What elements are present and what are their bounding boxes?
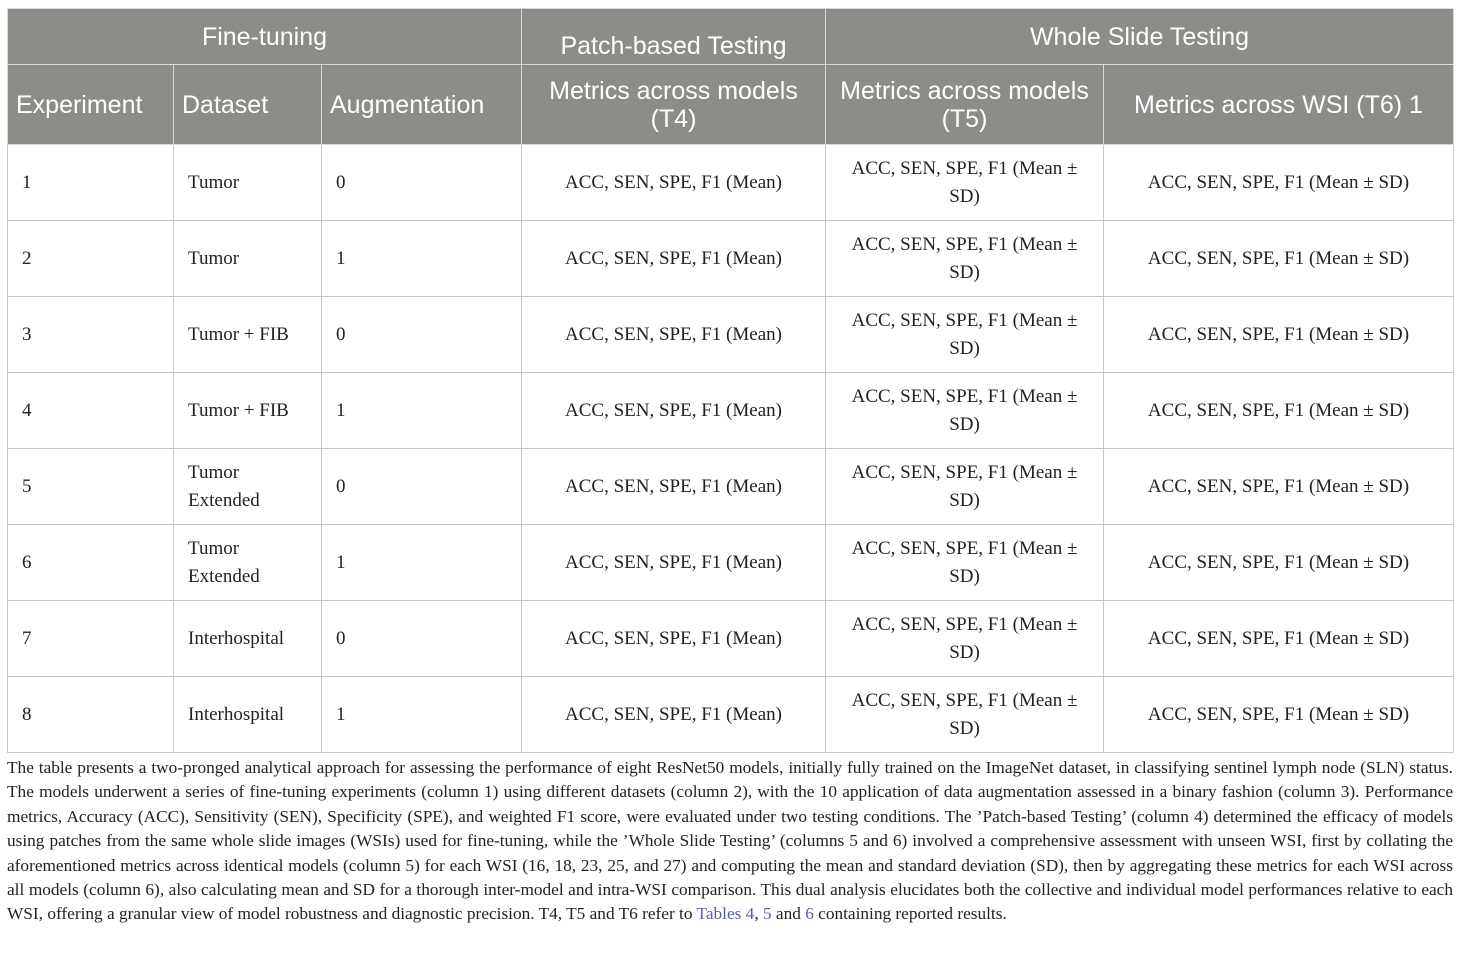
- cell-metrics-t4: ACC, SEN, SPE, F1 (Mean): [522, 449, 826, 525]
- cell-dataset: Tumor: [174, 221, 322, 297]
- cell-dataset: Interhospital: [174, 677, 322, 753]
- cell-metrics-t5: ACC, SEN, SPE, F1 (Mean ± SD): [826, 677, 1104, 753]
- cell-augmentation: 0: [322, 601, 522, 677]
- cell-metrics-t6: ACC, SEN, SPE, F1 (Mean ± SD): [1104, 221, 1454, 297]
- table-row: [8, 297, 1454, 373]
- cell-metrics-t5: ACC, SEN, SPE, F1 (Mean ± SD): [826, 145, 1104, 221]
- cell-experiment: 8: [8, 677, 174, 753]
- link-table-5[interactable]: 5: [762, 904, 772, 924]
- link-table-4[interactable]: Tables 4: [696, 904, 755, 924]
- table-row: [8, 373, 1454, 449]
- cell-metrics-t6: ACC, SEN, SPE, F1 (Mean ± SD): [1104, 373, 1454, 449]
- column-header-metrics-t5: Metrics across models (T5): [826, 65, 1104, 145]
- cell-metrics-t4: ACC, SEN, SPE, F1 (Mean): [522, 297, 826, 373]
- cell-dataset: Interhospital: [174, 601, 322, 677]
- cell-metrics-t4: ACC, SEN, SPE, F1 (Mean): [522, 677, 826, 753]
- group-header-patch-based: Patch-based Testing: [522, 9, 826, 65]
- link-table-6[interactable]: 6: [805, 904, 814, 924]
- cell-dataset: Tumor Extended: [174, 525, 322, 601]
- cell-metrics-t5: ACC, SEN, SPE, F1 (Mean ± SD): [826, 601, 1104, 677]
- cell-experiment: 2: [8, 221, 174, 297]
- cell-augmentation: 1: [322, 373, 522, 449]
- table-container: [7, 8, 1453, 753]
- cell-augmentation: 1: [322, 525, 522, 601]
- table-row: [8, 221, 1454, 297]
- cell-metrics-t6: ACC, SEN, SPE, F1 (Mean ± SD): [1104, 297, 1454, 373]
- table-body: [8, 145, 1454, 753]
- cell-metrics-t5: ACC, SEN, SPE, F1 (Mean ± SD): [826, 297, 1104, 373]
- column-header-dataset: Dataset: [174, 65, 322, 145]
- cell-metrics-t4: ACC, SEN, SPE, F1 (Mean): [522, 525, 826, 601]
- cell-experiment: 4: [8, 373, 174, 449]
- cell-dataset: Tumor + FIB: [174, 297, 322, 373]
- table-row: [8, 145, 1454, 221]
- footnote-separator: ,: [754, 904, 763, 924]
- cell-experiment: 6: [8, 525, 174, 601]
- table-row: [8, 525, 1454, 601]
- cell-metrics-t6: ACC, SEN, SPE, F1 (Mean ± SD): [1104, 601, 1454, 677]
- table-row: [8, 601, 1454, 677]
- cell-augmentation: 0: [322, 145, 522, 221]
- cell-augmentation: 0: [322, 449, 522, 525]
- table-row: [8, 449, 1454, 525]
- cell-dataset: Tumor: [174, 145, 322, 221]
- cell-experiment: 3: [8, 297, 174, 373]
- cell-metrics-t4: ACC, SEN, SPE, F1 (Mean): [522, 373, 826, 449]
- cell-metrics-t6: ACC, SEN, SPE, F1 (Mean ± SD): [1104, 525, 1454, 601]
- cell-metrics-t5: ACC, SEN, SPE, F1 (Mean ± SD): [826, 449, 1104, 525]
- cell-metrics-t4: ACC, SEN, SPE, F1 (Mean): [522, 221, 826, 297]
- footnote-text: The table presents a two-pronged analytical approach for assessing the performance of eight ResNet50 models, initially fully trained on the ImageNet dataset, in classifying sentinel lymph node (SLN) status. The models underwent a series of fine-tuning experiments (column 1) using different datasets (column 2), with the 10 application of data augmentation assessed in a binary fashion (column 3). Performance metrics, Accuracy (ACC), Sensitivity (SEN), Specificity (SPE), and weighted F1 score, were evaluated under two testing conditions. The ’Patch-based Testing’ (column 4) determined the efficacy of models using patches from the same whole slide images (WSIs) used for fine-tuning, while the ’Whole Slide Testing’ (columns 5 and 6) involved a comprehensive assessment with unseen WSI, first by collating the aforementioned metrics across identical models (column 5) for each WSI (16, 18, 23, 25, and 27) and computing the mean and standard deviation (SD), then by aggregating these metrics for each WSI across all models (column 6), also calculating mean and SD for a thorough inter-model and intra-WSI comparison. This dual analysis elucidates both the collective and individual model performances relative to each WSI, offering a granular view of model robustness and diagnostic precision. T4, T5 and T6 refer to: [7, 758, 1453, 924]
- cell-experiment: 1: [8, 145, 174, 221]
- column-header-augmentation: Augmentation: [322, 65, 522, 145]
- table-footnote: [7, 756, 1453, 927]
- cell-dataset: Tumor Extended: [174, 449, 322, 525]
- cell-metrics-t4: ACC, SEN, SPE, F1 (Mean): [522, 601, 826, 677]
- cell-augmentation: 0: [322, 297, 522, 373]
- group-header-fine-tuning: Fine-tuning: [8, 9, 522, 65]
- footnote-separator: and: [771, 904, 806, 924]
- column-header-experiment: Experiment: [8, 65, 174, 145]
- cell-augmentation: 1: [322, 221, 522, 297]
- cell-metrics-t4: ACC, SEN, SPE, F1 (Mean): [522, 145, 826, 221]
- footnote-tail: containing reported results.: [813, 904, 1007, 924]
- group-header-whole-slide: Whole Slide Testing: [826, 9, 1454, 65]
- column-header-metrics-t4: Metrics across models (T4): [522, 65, 826, 145]
- cell-metrics-t6: ACC, SEN, SPE, F1 (Mean ± SD): [1104, 449, 1454, 525]
- experiments-table: [7, 8, 1454, 753]
- table-header: [8, 9, 1454, 145]
- cell-metrics-t5: ACC, SEN, SPE, F1 (Mean ± SD): [826, 373, 1104, 449]
- cell-experiment: 5: [8, 449, 174, 525]
- cell-experiment: 7: [8, 601, 174, 677]
- table-row: [8, 677, 1454, 753]
- cell-metrics-t6: ACC, SEN, SPE, F1 (Mean ± SD): [1104, 677, 1454, 753]
- cell-metrics-t5: ACC, SEN, SPE, F1 (Mean ± SD): [826, 221, 1104, 297]
- column-header-metrics-t6: Metrics across WSI (T6) 1: [1104, 65, 1454, 145]
- cell-dataset: Tumor + FIB: [174, 373, 322, 449]
- cell-augmentation: 1: [322, 677, 522, 753]
- cell-metrics-t6: ACC, SEN, SPE, F1 (Mean ± SD): [1104, 145, 1454, 221]
- cell-metrics-t5: ACC, SEN, SPE, F1 (Mean ± SD): [826, 525, 1104, 601]
